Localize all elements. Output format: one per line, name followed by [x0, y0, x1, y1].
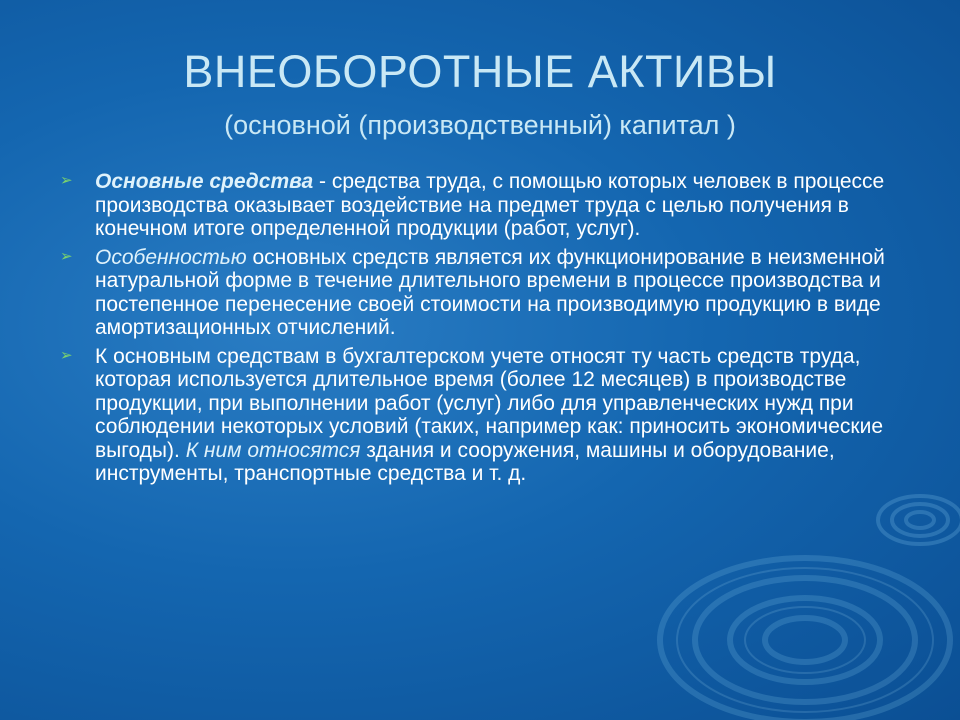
bullet-item [60, 345, 910, 486]
term-emphasis: Основные средства [95, 170, 314, 193]
slide-subtitle: (основной (производственный) капитал ) [224, 110, 736, 140]
bullet-item [60, 170, 910, 241]
arrow-bullet-icon: ➢ [60, 346, 73, 364]
bullet-text: - средства труда, с помощью которых человек в процессе производства оказывает воздействие на предмет труда с целью получения в конечном итоге определенной продукции (работ, услуг). [95, 170, 885, 240]
bullet-text: здания и сооружения, машины и оборудование, инструменты, транспортные средства и т. д. [95, 438, 835, 485]
bullet-item [60, 246, 910, 340]
bullet-text: основных средств является их функционирование в неизменной натуральной форме в течение длительного времени в процессе производства и постепенное перенесение своей стоимости на производимую продукцию в виде амортизационных отчислений. [95, 245, 885, 339]
slide-title: ВНЕОБОРОТНЫЕ АКТИВЫ [183, 46, 777, 97]
bullet-list [60, 170, 910, 491]
term-emphasis: К ним относятся [185, 438, 361, 462]
term-emphasis: Особенностью [95, 245, 247, 269]
arrow-bullet-icon: ➢ [60, 172, 73, 189]
bullet-text: К основным средствам в бухгалтерском учете относят ту часть средств труда, которая используется длительное время (более 12 месяцев) в производстве продукции, при выполнении работ (услуг) либо для управленческих нужд при соблюдении некоторых условий (таких, например как: приносить экономические выгоды). [95, 344, 884, 462]
arrow-bullet-icon: ➢ [60, 247, 73, 265]
